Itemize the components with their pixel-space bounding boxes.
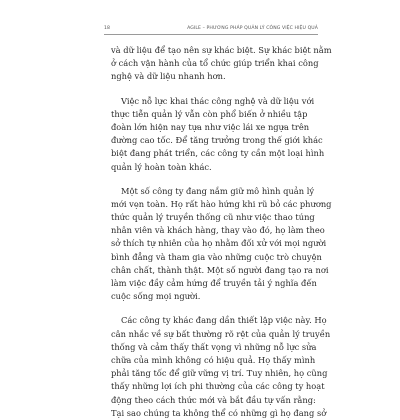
text-line: thấy những lợi ích phi thường của các công ty hoạt (111, 381, 325, 392)
header-divider (104, 34, 318, 35)
text-line: Các công ty khác đang dần thiết lập việc này. Họ (121, 315, 327, 326)
paragraph (111, 314, 331, 420)
text-line: làm việc đầy cảm hứng để truyền tải ý nghĩa đến (111, 278, 317, 288)
text-line: nghệ và dữ liệu nhanh hơn. (111, 71, 226, 82)
text-line: thống và cảm thấy thất vọng vì những nỗ lực sửa (111, 341, 317, 352)
text-line: biệt đang phát triển, các công ty cần một loại hình (111, 148, 325, 159)
text-line: chữa của mình không có hiệu quả. Họ thấy mình (111, 354, 316, 365)
text-line: và dữ liệu để tạo nên sự khác biệt. Sự khác biệt nằm (111, 45, 332, 55)
text-line: chân chất, thành thật. Một số người đang tạo ra nơi (111, 264, 329, 275)
paragraph (111, 185, 332, 304)
paragraph (111, 95, 325, 174)
text-line: Tại sao chúng ta không thể có những gì họ đang sở (111, 407, 327, 418)
text-line: mới vẹn toàn. Họ rất hào hứng khi rũ bỏ các phương (111, 198, 332, 209)
text-line: đoàn lớn hiện nay tựa như việc lái xe ngựa trên (111, 121, 310, 132)
text-line: đường cao tốc. Để tăng trưởng trong thế giới khác (111, 135, 323, 146)
text-line: bình đẳng và tham gia vào những cuộc trò chuyện (111, 251, 322, 262)
page-number: 18 (104, 26, 111, 31)
text-line: động theo cách thức mới và bắt đầu tự vấn rằng: (111, 394, 316, 405)
text-line: ở cách vận hành của tổ chức giúp triển khai công (111, 58, 319, 69)
text-line: thực tiễn quản lý vẫn còn phổ biến ở nhiều tập (111, 108, 308, 119)
text-line: nhân viên và khách hàng, thay vào đó, họ làm theo (111, 225, 325, 236)
text-line: Một số công ty đang nắm giữ mô hình quản lý (121, 185, 315, 196)
text-line: sở thích tự nhiên của họ nhằm đối xử với mọi người (111, 238, 327, 249)
body-text (111, 44, 332, 420)
running-title: AGILE – PHƯƠNG PHÁP QUẢN LÝ CÔNG VIỆC HIỆU QUẢ (187, 26, 318, 31)
text-line: cuộc sống mọi người. (111, 291, 201, 302)
text-line: Việc nỗ lực khai thác công nghệ và dữ liệu với (121, 95, 315, 106)
text-line: thức quản lý truyền thống cũ như việc thao túng (111, 212, 315, 223)
text-line: cân nhắc về sự bất thường rõ rệt của quản lý truyền (111, 328, 331, 339)
text-line: phải tăng tốc để giữ vững vị trí. Tuy nhiên, họ cũng (111, 368, 328, 379)
paragraph (111, 44, 332, 84)
text-line: quản lý hoàn toàn khác. (111, 161, 212, 172)
